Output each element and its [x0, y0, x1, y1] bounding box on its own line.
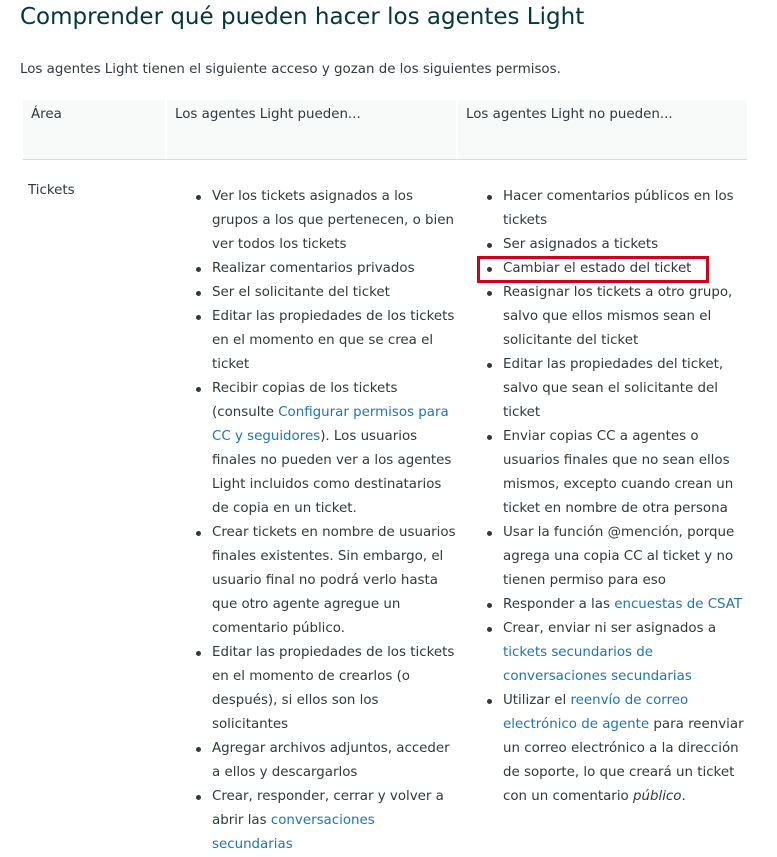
header-area: Área: [31, 107, 62, 122]
list-item: [212, 305, 458, 377]
header-can: Los agentes Light pueden...: [175, 107, 361, 122]
item-text: Usar la función @mención, porque agrega una copia CC al ticket y no tienen permiso para eso: [503, 525, 735, 588]
header-divider: [456, 100, 458, 159]
emphasis-text: público: [632, 789, 682, 804]
item-text: Reasignar los tickets a otro grupo, salvo que ellos mismos sean el solicitante del ticket: [503, 285, 733, 348]
item-text: Editar las propiedades de los tickets en el momento en que se crea el ticket: [212, 309, 455, 372]
list-item: [212, 185, 458, 257]
list-item: [503, 233, 749, 257]
item-text: Cambiar el estado del ticket: [503, 261, 692, 276]
item-text: Editar las propiedades de los tickets en el momento de crearlos (o después), si ellos son los solicitantes: [212, 645, 455, 732]
list-item: [503, 353, 749, 425]
item-text: Recibir copias de los tickets (consulte: [212, 381, 398, 420]
list-item: [212, 257, 458, 281]
item-text: Realizar comentarios privados: [212, 261, 415, 276]
item-text: Ver los tickets asignados a los grupos a los que pertenecen, o bien ver todos los tickets: [212, 189, 454, 252]
inline-link[interactable]: encuestas de CSAT: [614, 597, 743, 612]
item-text: Enviar copias CC a agentes o usuarios finales que no sean ellos mismos, excepto cuando crean un ticket en nombre de otra persona: [503, 429, 734, 516]
item-text: Editar las propiedades del ticket, salvo que sean el solicitante del ticket: [503, 357, 724, 420]
list-item: [212, 521, 458, 641]
list-item: [503, 425, 749, 521]
list-item: [212, 641, 458, 737]
list-item: [503, 185, 749, 233]
can-permissions-list: [212, 185, 458, 857]
inline-link[interactable]: tickets secundarios de conversaciones secundarias: [503, 645, 692, 684]
list-item: [212, 785, 458, 857]
header-cannot: Los agentes Light no pueden...: [466, 107, 673, 122]
area-cell-tickets: Tickets: [28, 183, 75, 198]
list-item: [503, 617, 749, 689]
item-text: ). Los usuarios finales no pueden ver a los agentes Light incluidos como destinatarios de copia en un ticket.: [212, 429, 452, 516]
item-text: para reenviar un correo electrónico a la dirección de soporte, lo que creará un ticket con un comentario: [503, 717, 744, 804]
inline-link[interactable]: conversaciones secundarias: [212, 813, 375, 852]
header-divider: [165, 100, 167, 159]
intro-paragraph: Los agentes Light tienen el siguiente acceso y gozan de los siguientes permisos.: [20, 62, 561, 77]
item-text: Crear tickets en nombre de usuarios finales existentes. Sin embargo, el usuario final no podrá verlo hasta que otro agente agregue un comentario público.: [212, 525, 456, 636]
item-text: Crear, responder, cerrar y volver a abrir las: [212, 789, 444, 828]
item-text: Agregar archivos adjuntos, acceder a ellos y descargarlos: [212, 741, 450, 780]
item-text: Ser asignados a tickets: [503, 237, 659, 252]
item-text: Utilizar el: [503, 693, 571, 708]
page-title: Comprender qué pueden hacer los agentes Light: [20, 4, 585, 30]
list-item: [212, 377, 458, 521]
item-text: Crear, enviar ni ser asignados a: [503, 621, 717, 636]
inline-link[interactable]: Configurar permisos para CC y seguidores: [212, 405, 449, 444]
list-item: [503, 281, 749, 353]
table-header-row: [23, 100, 747, 160]
item-text: Hacer comentarios públicos en los tickets: [503, 189, 734, 228]
list-item: [503, 593, 749, 617]
list-item: [503, 521, 749, 593]
highlight-box: [477, 256, 709, 283]
inline-link[interactable]: reenvío de correo electrónico de agente: [503, 693, 689, 732]
item-text: .: [681, 789, 686, 804]
item-text: Ser el solicitante del ticket: [212, 285, 390, 300]
list-item: [503, 689, 749, 809]
list-item: [212, 737, 458, 785]
item-text: Responder a las: [503, 597, 615, 612]
list-item: [212, 281, 458, 305]
